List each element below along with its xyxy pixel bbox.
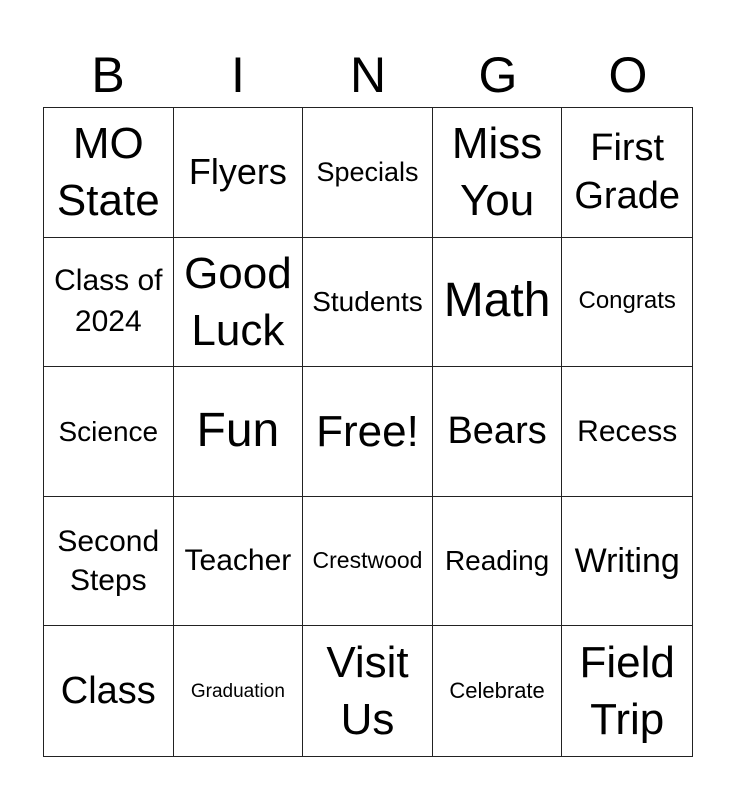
bingo-cell[interactable] — [433, 108, 563, 238]
bingo-cell[interactable] — [44, 497, 174, 627]
bingo-cell[interactable] — [303, 238, 433, 368]
header-letter-g: G — [478, 47, 518, 103]
cell-label: Free! — [316, 406, 419, 456]
cell-label: MO State — [56, 119, 160, 226]
cell-label: Fun — [196, 404, 280, 458]
bingo-cell[interactable] — [562, 238, 692, 368]
bingo-cell[interactable] — [303, 497, 433, 627]
cell-label: Recess — [577, 414, 678, 448]
cell-label: Class of 2024 — [54, 264, 163, 338]
bingo-cell[interactable] — [174, 238, 304, 368]
bingo-cell[interactable] — [433, 238, 563, 368]
cell-label: Second Steps — [57, 525, 160, 598]
cell-label: Science — [58, 415, 159, 447]
bingo-cell[interactable] — [303, 367, 433, 497]
bingo-header — [43, 44, 693, 106]
bingo-cell[interactable] — [433, 367, 563, 497]
bingo-cell[interactable] — [44, 108, 174, 238]
header-letter-i: I — [231, 47, 245, 103]
bingo-cell[interactable] — [174, 367, 304, 497]
header-letter-b: B — [91, 47, 125, 103]
cell-label: First Grade — [574, 126, 680, 218]
bingo-cell[interactable] — [174, 626, 304, 756]
header-letter-n: N — [349, 47, 387, 103]
cell-label: Congrats — [578, 287, 676, 315]
bingo-cell[interactable] — [562, 497, 692, 627]
cell-label: Specials — [316, 157, 419, 188]
bingo-cell[interactable] — [174, 497, 304, 627]
bingo-cell[interactable] — [303, 626, 433, 756]
bingo-cell[interactable] — [44, 367, 174, 497]
cell-label: Graduation — [190, 680, 285, 702]
cell-label: Field Trip — [579, 638, 675, 745]
bingo-cell[interactable] — [562, 367, 692, 497]
bingo-cell[interactable] — [44, 238, 174, 368]
cell-label: Teacher — [184, 544, 292, 578]
cell-label: Writing — [574, 542, 680, 581]
cell-label: Students — [312, 286, 423, 318]
header-letter-o: O — [608, 47, 648, 103]
bingo-cell[interactable] — [433, 626, 563, 756]
bingo-cell[interactable] — [433, 497, 563, 627]
cell-label: Miss You — [451, 119, 543, 226]
bingo-card — [43, 107, 693, 757]
cell-label: Reading — [444, 545, 550, 577]
bingo-cell[interactable] — [303, 108, 433, 238]
cell-label: Crestwood — [312, 547, 423, 574]
bingo-cell[interactable] — [562, 626, 692, 756]
cell-label: Visit Us — [326, 638, 409, 745]
cell-label: Flyers — [188, 151, 287, 193]
cell-label: Good Luck — [184, 248, 292, 355]
cell-label: Bears — [447, 410, 547, 453]
cell-label: Math — [443, 274, 551, 328]
bingo-cell[interactable] — [44, 626, 174, 756]
cell-label: Class — [60, 669, 156, 712]
bingo-cell[interactable] — [174, 108, 304, 238]
cell-label: Celebrate — [449, 677, 545, 703]
bingo-cell[interactable] — [562, 108, 692, 238]
